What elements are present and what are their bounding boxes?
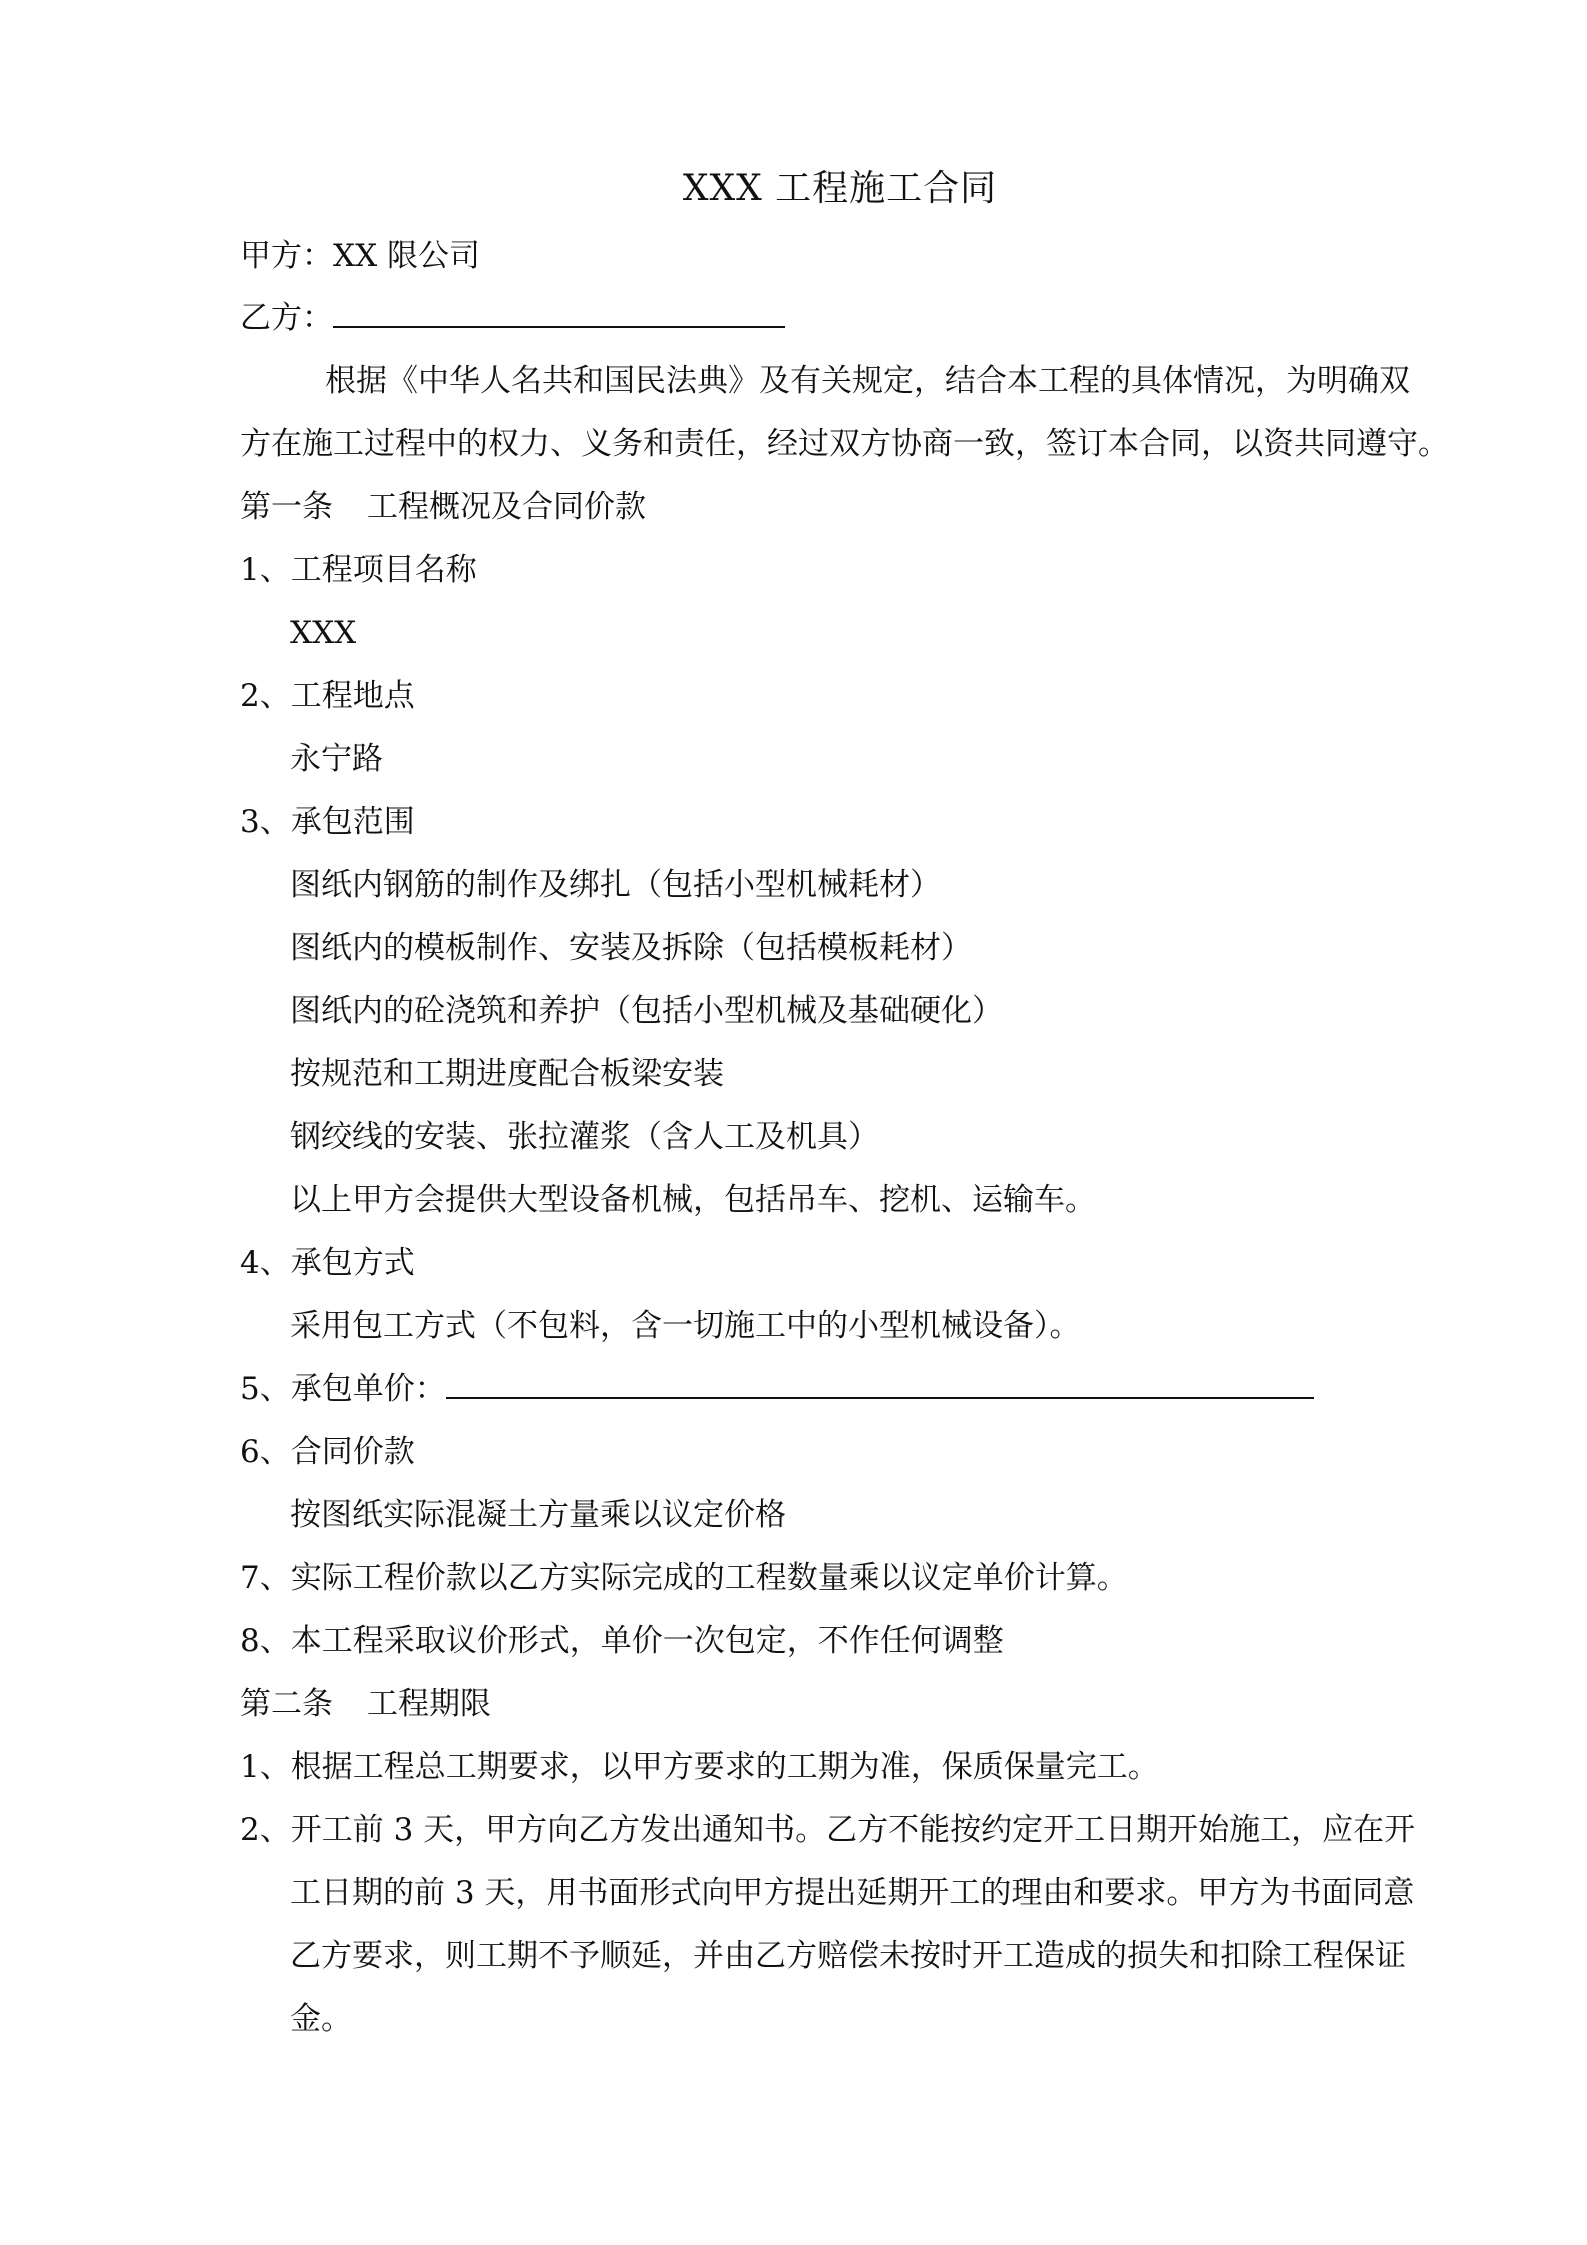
party-b-blank-field[interactable] — [333, 300, 785, 328]
scope-item: 图纸内的砼浇筑和养护（包括小型机械及基础硬化） — [290, 993, 1003, 1029]
article-2-item-2-line-1: 2、开工前 3 天，甲方向乙方发出通知书。乙方不能按约定开工日期开始施工，应在开 — [240, 1812, 1416, 1848]
article-1-number: 第一条 — [240, 489, 333, 525]
article-2-number: 第二条 — [240, 1686, 333, 1722]
intro-line-2: 方在施工过程中的权力、义务和责任，经过双方协商一致，签订本合同，以资共同遵守。 — [240, 426, 1449, 462]
party-b-label: 乙方： — [240, 300, 333, 336]
article-2-item-2-line-2: 工日期的前 3 天，用书面形式向甲方提出延期开工的理由和要求。甲方为书面同意 — [290, 1875, 1415, 1911]
party-a-line: 甲方：XX 限公司 — [240, 238, 480, 274]
item-6-value: 按图纸实际混凝土方量乘以议定价格 — [290, 1497, 786, 1533]
unit-price-blank-field[interactable] — [446, 1371, 1314, 1399]
item-2-value: 永宁路 — [290, 741, 383, 777]
article-1-heading — [240, 487, 646, 527]
article-2-title: 工程期限 — [367, 1686, 491, 1722]
scope-item: 图纸内的模板制作、安装及拆除（包括模板耗材） — [290, 930, 972, 966]
item-1-value: XXX — [290, 615, 357, 651]
article-2-item-2-line-3: 乙方要求，则工期不予顺延，并由乙方赔偿未按时开工造成的损失和扣除工程保证 — [290, 1938, 1406, 1974]
party-b-line — [240, 298, 785, 338]
intro-line-1: 根据《中华人名共和国民法典》及有关规定，结合本工程的具体情况，为明确双 — [325, 363, 1410, 399]
item-7: 7、实际工程价款以乙方实际完成的工程数量乘以议定单价计算。 — [240, 1560, 1128, 1596]
article-2-item-2-line-4: 金。 — [290, 2001, 352, 2037]
item-4-value: 采用包工方式（不包料，含一切施工中的小型机械设备）。 — [290, 1308, 1081, 1344]
item-6-label: 6、合同价款 — [240, 1434, 415, 1470]
item-1-label: 1、工程项目名称 — [240, 552, 477, 588]
item-4-label: 4、承包方式 — [240, 1245, 415, 1281]
item-5-label: 5、承包单价： — [240, 1371, 446, 1407]
document-title: XXX 工程施工合同 — [682, 168, 998, 209]
scope-item: 按规范和工期进度配合板梁安装 — [290, 1056, 724, 1092]
article-2-item-1: 1、根据工程总工期要求，以甲方要求的工期为准，保质保量完工。 — [240, 1749, 1159, 1785]
scope-item: 图纸内钢筋的制作及绑扎（包括小型机械耗材） — [290, 867, 941, 903]
scope-item: 钢绞线的安装、张拉灌浆（含人工及机具） — [290, 1119, 879, 1155]
article-1-title: 工程概况及合同价款 — [367, 489, 646, 525]
item-2-label: 2、工程地点 — [240, 678, 415, 714]
article-2-heading — [240, 1684, 491, 1724]
item-8: 8、本工程采取议价形式，单价一次包定，不作任何调整 — [240, 1623, 1004, 1659]
item-5-line — [240, 1369, 1314, 1409]
scope-item: 以上甲方会提供大型设备机械，包括吊车、挖机、运输车。 — [290, 1182, 1096, 1218]
item-3-label: 3、承包范围 — [240, 804, 415, 840]
